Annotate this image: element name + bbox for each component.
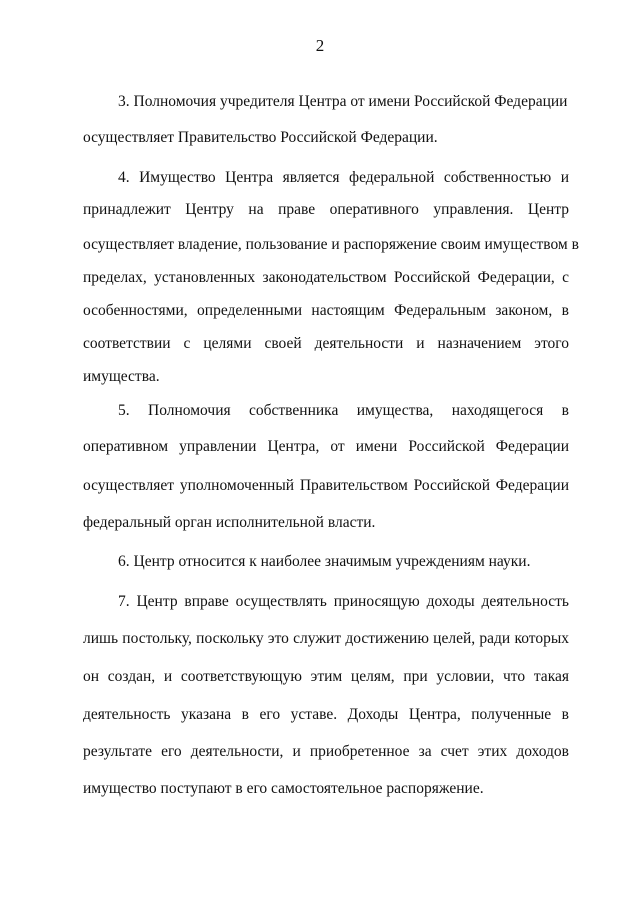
paragraph-line: 4. Имущество Центра является федеральной собственностью и <box>118 169 569 186</box>
paragraph-line: федеральный орган исполнительной власти. <box>83 514 376 531</box>
paragraph-line: особенностями, определенными настоящим Федеральным законом, в <box>83 302 569 319</box>
page-number: 2 <box>315 36 325 55</box>
paragraph-line: осуществляет Правительство Российской Федерации. <box>83 129 438 146</box>
paragraph-line: лишь постольку, поскольку это служит достижению целей, ради которых <box>83 630 569 647</box>
paragraph-line: принадлежит Центру на праве оперативного управления. Центр <box>83 201 569 218</box>
paragraph-line: 6. Центр относится к наиболее значимым учреждениям науки. <box>118 553 531 570</box>
paragraph-line: имущества. <box>83 368 160 385</box>
paragraph-line: 3. Полномочия учредителя Центра от имени Российской Федерации <box>118 93 568 110</box>
paragraph-line: деятельность указана в его уставе. Доходы Центра, полученные в <box>83 706 569 723</box>
paragraph-line: имущество поступают в его самостоятельное распоряжение. <box>83 780 484 797</box>
paragraph-line: 7. Центр вправе осуществлять приносящую доходы деятельность <box>118 593 569 610</box>
paragraph-line: результате его деятельности, и приобретенное за счет этих доходов <box>83 743 569 760</box>
paragraph-line: осуществляет владение, пользование и распоряжение своим имуществом в <box>83 236 579 253</box>
paragraph-line: он создан, и соответствующую этим целям, при условии, что такая <box>83 668 569 685</box>
paragraph-line: пределах, установленных законодательством Российской Федерации, с <box>83 269 569 286</box>
paragraph-line: осуществляет уполномоченный Правительством Российской Федерации <box>83 477 569 494</box>
paragraph-line: 5. Полномочия собственника имущества, находящегося в <box>118 402 569 419</box>
paragraph-line: оперативном управлении Центра, от имени Российской Федерации <box>83 438 569 455</box>
paragraph-line: соответствии с целями своей деятельности и назначением этого <box>83 335 569 352</box>
